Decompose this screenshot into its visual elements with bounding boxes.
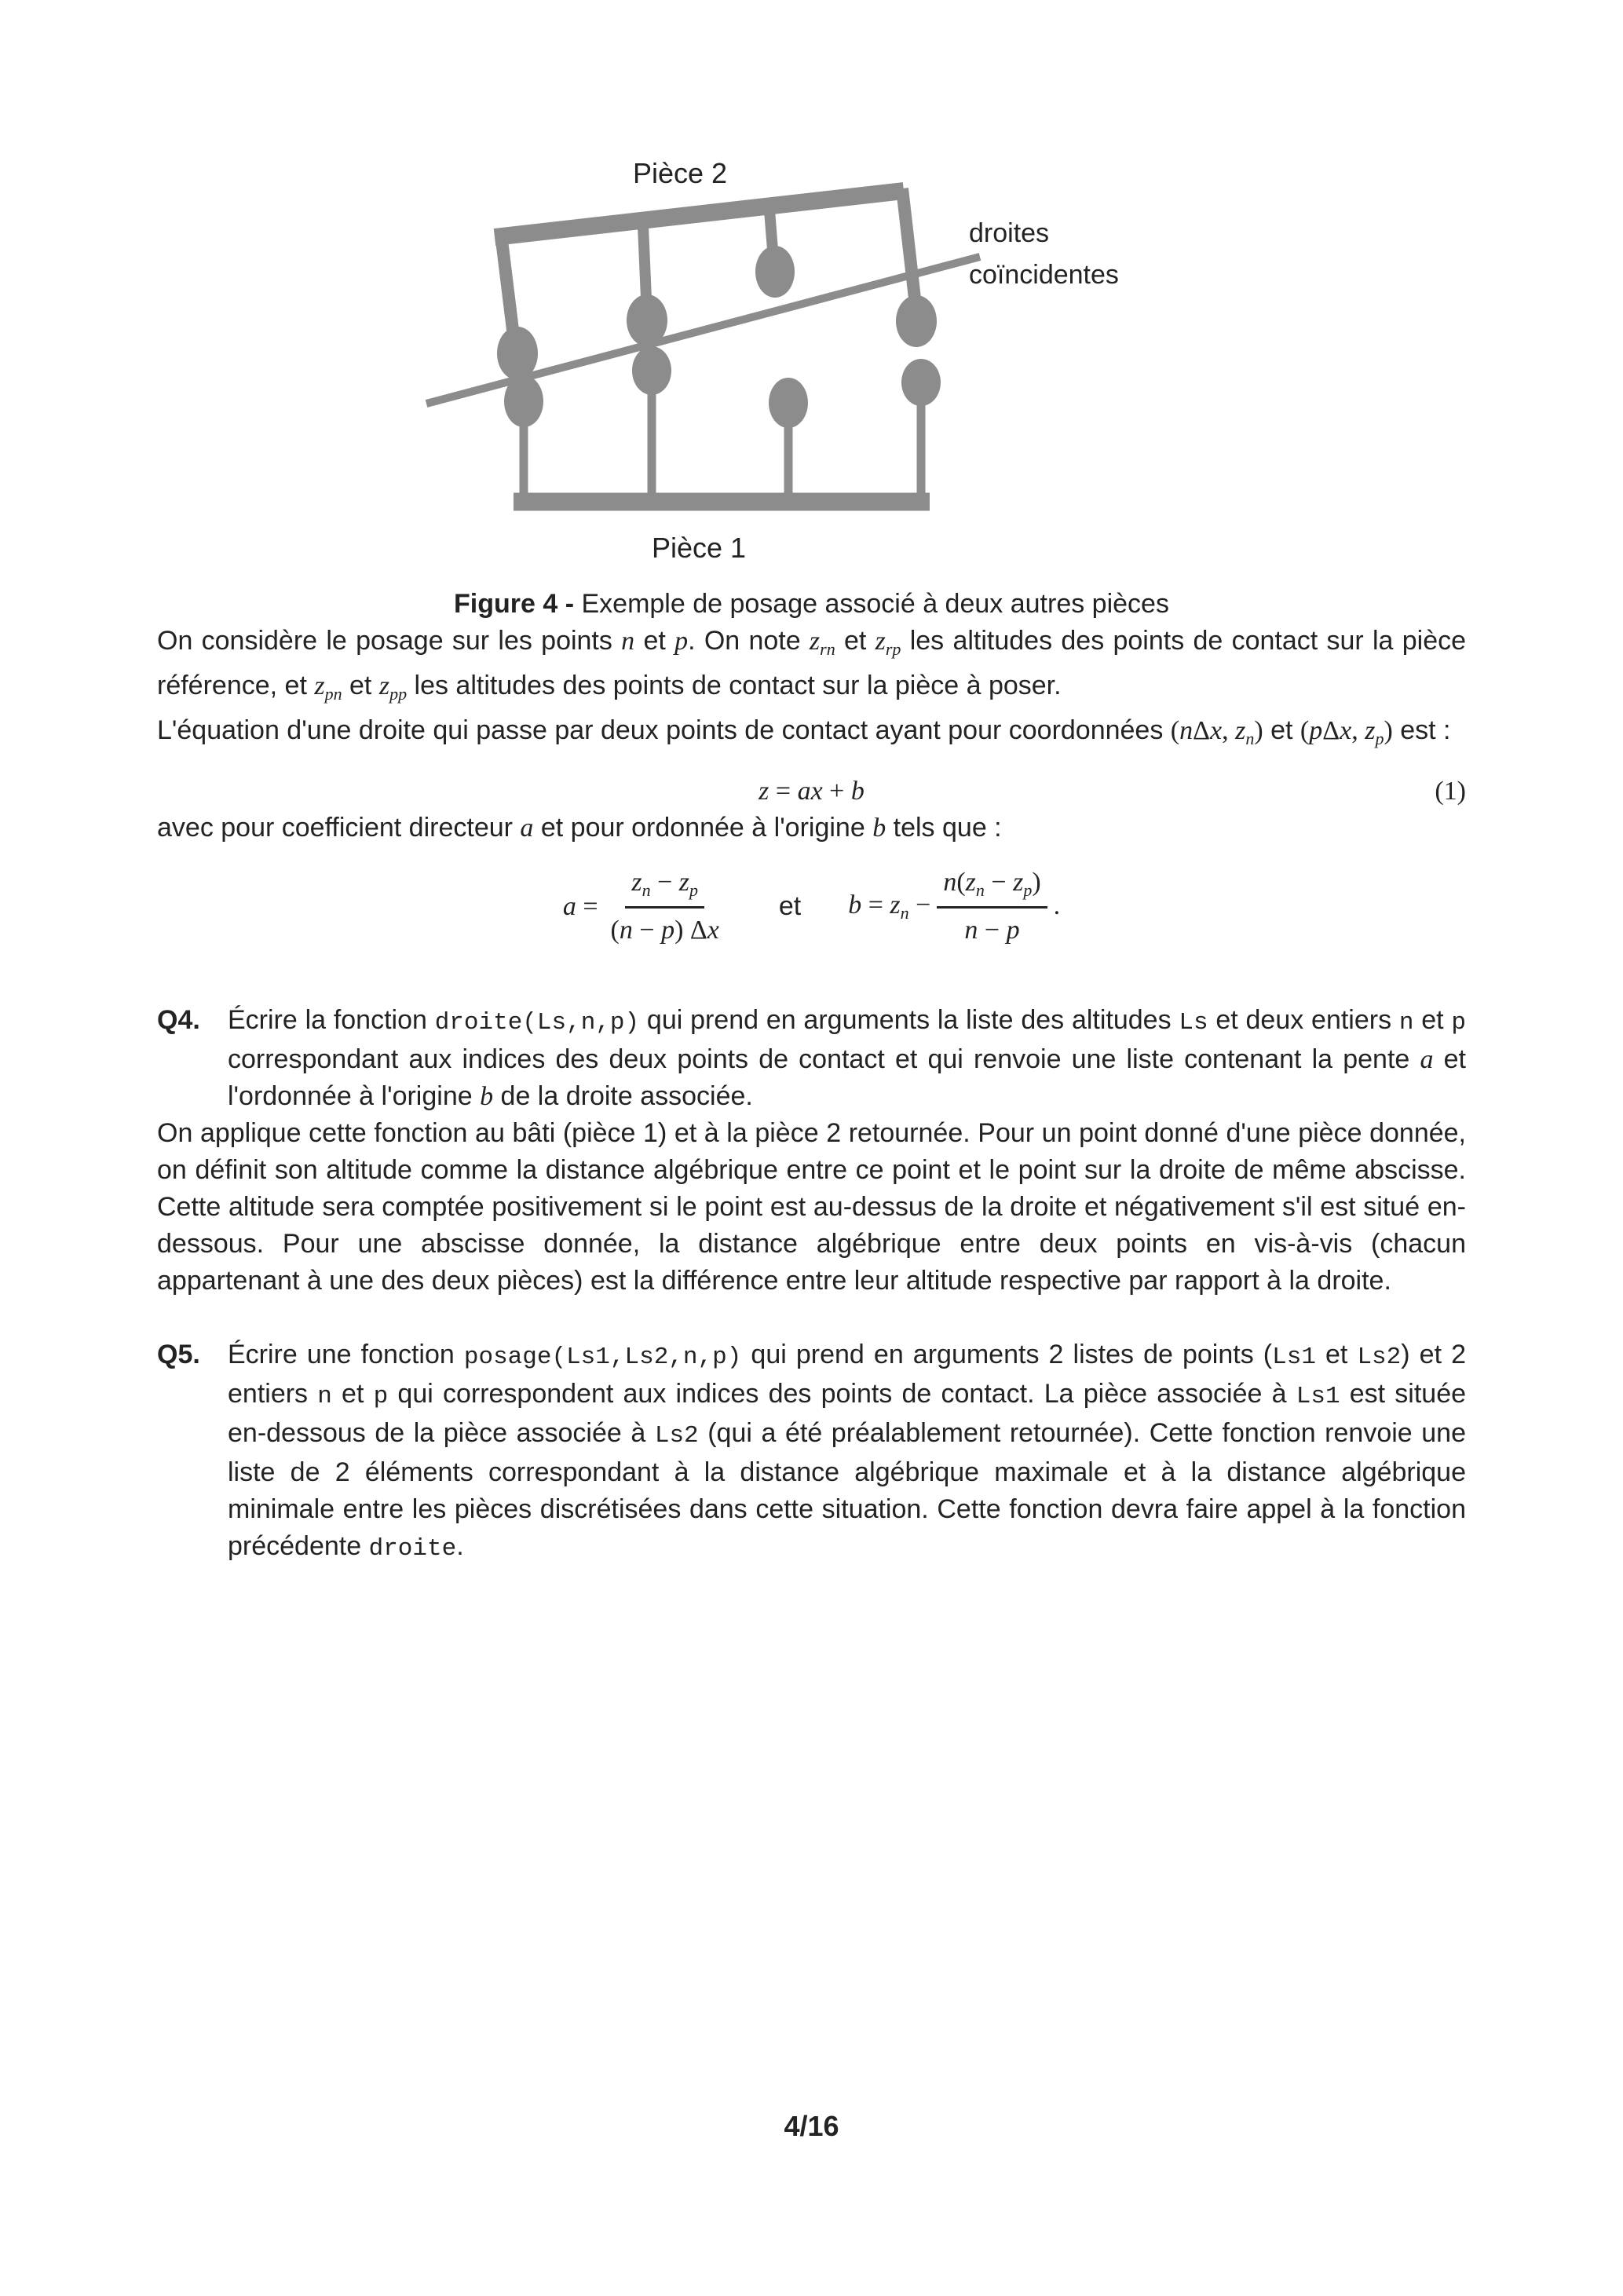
- piece2-label: Pièce 2: [632, 157, 728, 189]
- coincident-line-label: coïncidentes: [969, 260, 1119, 290]
- paragraph-application: On applique cette fonction au bâti (pièce 1) et à la pièce 2 retournée. Pour un point donné d'une pièce donnée, on définit son altitude comme la distance algébrique entre ce point et le point sur la droite de même abscisse. Cette altitude sera comptée positivement si le point est au-dessus de la droite et négativement s'il est situé en-dessous. Pour une abscisse donnée, la distance algébrique entre deux points en vis-à-vis (chacun appartenant à une des deux pièces) est la différence entre leur altitude respective par rapport à la droite.: [157, 1118, 1466, 1296]
- page-number: 4/16: [784, 2110, 839, 2142]
- figure-caption: [157, 586, 1466, 623]
- question-q4: [157, 1002, 1466, 1115]
- question-q5-label: Q5.: [157, 1340, 200, 1370]
- equation-1-number: (1): [1435, 777, 1466, 806]
- equation-separator: et: [778, 891, 802, 922]
- equation-1: [157, 773, 1466, 810]
- equation-a-and-b: [157, 866, 1466, 947]
- equation-b-period: .: [1053, 891, 1061, 921]
- paragraph-equation-intro: L'équation d'une droite qui passe par deux points de contact ayant pour coordonnées (nΔx, $z_n$) et (pΔx, $z_p$) est :: [157, 715, 1451, 748]
- fraction-a: [605, 866, 726, 947]
- fraction-a-numerator: $z_n - z_p$: [625, 866, 704, 909]
- question-q5-text: Écrire une fonction posage(Ls1,Ls2,n,p) qui prend en arguments 2 listes de points (Ls1 et Ls2) et 2 entiers n et p qui correspondent aux indices des points de contact. La pièce associée à Ls1 est située en-dessous de la pièce associée à Ls2 (qui a été préalablement retournée). Cette fonction renvoie une liste de 2 éléments correspondant à la distance algébrique maximale et à la distance algébrique minimale entre les pièces discrétisées dans cette situation. Cette fonction devra faire appel à la fonction précédente droite.: [228, 1340, 1467, 1563]
- figure-caption-number: Figure 4 -: [454, 589, 575, 619]
- paragraph-avec: avec pour coefficient directeur a et pour ordonnée à l'origine b tels que :: [157, 813, 1002, 843]
- fraction-b-numerator: $n(z_n - z_p)$: [937, 866, 1047, 909]
- paragraph-posage: On considère le posage sur les points n et p. On note $z_{rn}$ et $z_{rp}$ les altitudes des points de contact sur la pièce référence, et $z_{pn}$ et $z_{pp}$ les altitudes des points de contact sur la pièce à poser.: [157, 626, 1467, 704]
- fraction-a-denominator: (n − p) Δx: [610, 916, 719, 945]
- fraction-b-denominator: n − p: [964, 916, 1020, 945]
- equation-1-formula: z = ax + b: [758, 777, 865, 806]
- question-q5: [157, 1336, 1466, 1567]
- question-q4-text: Écrire la fonction droite(Ls,n,p) qui prend en arguments la liste des altitudes Ls et deux entiers n et p correspondant aux indices des deux points de contact et qui renvoie une liste contenant la pente a et l'ordonnée à l'origine b de la droite associée.: [228, 1005, 1467, 1112]
- fraction-b: [937, 866, 1047, 947]
- equation-a-lhs: a =: [562, 891, 598, 921]
- question-q4-label: Q4.: [157, 1005, 200, 1036]
- figure-caption-text: Exemple de posage associé à deux autres pièces: [574, 589, 1169, 619]
- coincident-line-label: droites: [969, 218, 1050, 248]
- equation-b-lhs: $b = z_n$ −: [848, 890, 931, 923]
- piece1-label: Pièce 1: [651, 532, 747, 564]
